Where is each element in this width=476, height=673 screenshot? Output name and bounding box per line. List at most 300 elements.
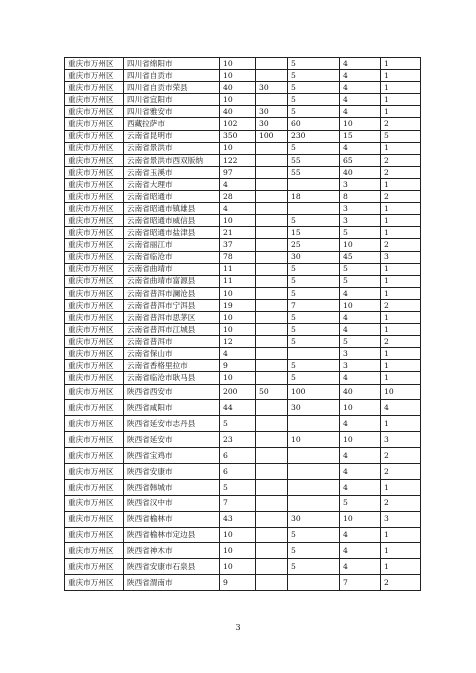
value-cell-1: 9 [220, 360, 256, 372]
origin-cell: 重庆市万州区 [65, 311, 124, 323]
table-row [65, 348, 421, 360]
value-cell-4: 10 [340, 239, 381, 251]
value-cell-3 [288, 495, 340, 511]
table-row [65, 178, 421, 190]
value-cell-1: 5 [220, 479, 256, 495]
value-cell-2 [256, 94, 288, 106]
value-cell-3: 5 [288, 336, 340, 348]
value-cell-5: 1 [381, 203, 421, 215]
value-cell-4: 15 [340, 130, 381, 142]
table-row [65, 416, 421, 432]
value-cell-2 [256, 448, 288, 464]
origin-cell: 重庆市万州区 [65, 154, 124, 166]
value-cell-3 [288, 575, 340, 591]
value-cell-2 [256, 227, 288, 239]
table-row [65, 203, 421, 215]
table-row [65, 527, 421, 543]
value-cell-5: 3 [381, 432, 421, 448]
value-cell-2 [256, 360, 288, 372]
value-cell-4: 4 [340, 287, 381, 299]
value-cell-3: 5 [288, 58, 340, 70]
table-row [65, 559, 421, 575]
value-cell-4: 45 [340, 251, 381, 263]
table-row [65, 287, 421, 299]
table-row [65, 543, 421, 559]
value-cell-1: 21 [220, 227, 256, 239]
value-cell-4: 4 [340, 559, 381, 575]
value-cell-1: 40 [220, 82, 256, 94]
table-row [65, 495, 421, 511]
value-cell-5: 1 [381, 215, 421, 227]
value-cell-1: 4 [220, 348, 256, 360]
value-cell-1: 10 [220, 215, 256, 227]
table-row [65, 463, 421, 479]
destination-cell: 陕西省渭南市 [124, 575, 220, 591]
value-cell-4: 3 [340, 348, 381, 360]
value-cell-4: 40 [340, 384, 381, 400]
table-row [65, 372, 421, 384]
value-cell-3: 55 [288, 166, 340, 178]
destination-cell: 云南省普洱市 [124, 336, 220, 348]
value-cell-1: 40 [220, 106, 256, 118]
table-row [65, 479, 421, 495]
origin-cell: 重庆市万州区 [65, 227, 124, 239]
value-cell-5: 2 [381, 239, 421, 251]
destination-cell: 四川省雅安市 [124, 106, 220, 118]
origin-cell: 重庆市万州区 [65, 215, 124, 227]
origin-cell: 重庆市万州区 [65, 511, 124, 527]
destination-cell: 云南省保山市 [124, 348, 220, 360]
value-cell-4: 4 [340, 324, 381, 336]
value-cell-5: 1 [381, 311, 421, 323]
value-cell-5: 1 [381, 94, 421, 106]
value-cell-4: 3 [340, 215, 381, 227]
destination-cell: 云南省临沧市 [124, 251, 220, 263]
destination-cell: 陕西省榆林市 [124, 511, 220, 527]
value-cell-3: 18 [288, 191, 340, 203]
origin-cell: 重庆市万州区 [65, 275, 124, 287]
value-cell-5: 1 [381, 82, 421, 94]
value-cell-1: 10 [220, 372, 256, 384]
value-cell-1: 122 [220, 154, 256, 166]
value-cell-5: 1 [381, 479, 421, 495]
value-cell-2: 30 [256, 106, 288, 118]
value-cell-2 [256, 527, 288, 543]
value-cell-2 [256, 336, 288, 348]
value-cell-3: 5 [288, 142, 340, 154]
value-cell-2 [256, 203, 288, 215]
origin-cell: 重庆市万州区 [65, 372, 124, 384]
table-row [65, 227, 421, 239]
value-cell-1: 10 [220, 527, 256, 543]
data-table [64, 57, 421, 591]
value-cell-3: 5 [288, 324, 340, 336]
value-cell-1: 4 [220, 178, 256, 190]
destination-cell: 云南省昭通市 [124, 191, 220, 203]
origin-cell: 重庆市万州区 [65, 251, 124, 263]
value-cell-3: 5 [288, 106, 340, 118]
value-cell-4: 5 [340, 495, 381, 511]
value-cell-4: 10 [340, 432, 381, 448]
value-cell-2 [256, 275, 288, 287]
origin-cell: 重庆市万州区 [65, 559, 124, 575]
destination-cell: 云南省景洪市西双版纳 [124, 154, 220, 166]
value-cell-4: 5 [340, 263, 381, 275]
origin-cell: 重庆市万州区 [65, 118, 124, 130]
table-row [65, 154, 421, 166]
origin-cell: 重庆市万州区 [65, 130, 124, 142]
value-cell-2 [256, 142, 288, 154]
value-cell-3: 100 [288, 384, 340, 400]
value-cell-1: 10 [220, 324, 256, 336]
value-cell-2 [256, 263, 288, 275]
destination-cell: 四川省宜阳市 [124, 94, 220, 106]
value-cell-5: 1 [381, 348, 421, 360]
origin-cell: 重庆市万州区 [65, 448, 124, 464]
value-cell-1: 11 [220, 275, 256, 287]
origin-cell: 重庆市万州区 [65, 543, 124, 559]
value-cell-4: 4 [340, 543, 381, 559]
value-cell-3 [288, 448, 340, 464]
value-cell-1: 4 [220, 203, 256, 215]
destination-cell: 陕西省安康市石泉县 [124, 559, 220, 575]
value-cell-5: 3 [381, 251, 421, 263]
value-cell-4: 4 [340, 94, 381, 106]
table-row [65, 142, 421, 154]
value-cell-5: 1 [381, 275, 421, 287]
value-cell-5: 2 [381, 154, 421, 166]
value-cell-4: 4 [340, 372, 381, 384]
table-row [65, 324, 421, 336]
value-cell-3: 10 [288, 432, 340, 448]
value-cell-4: 8 [340, 191, 381, 203]
value-cell-3 [288, 463, 340, 479]
value-cell-1: 23 [220, 432, 256, 448]
value-cell-1: 10 [220, 543, 256, 559]
destination-cell: 四川省绵阳市 [124, 58, 220, 70]
table-body [65, 58, 421, 591]
value-cell-3: 30 [288, 400, 340, 416]
value-cell-4: 10 [340, 400, 381, 416]
origin-cell: 重庆市万州区 [65, 400, 124, 416]
origin-cell: 重庆市万州区 [65, 191, 124, 203]
value-cell-2 [256, 311, 288, 323]
table-row [65, 130, 421, 142]
destination-cell: 云南省昭通市威信县 [124, 215, 220, 227]
table-row [65, 511, 421, 527]
value-cell-4: 4 [340, 70, 381, 82]
value-cell-5: 1 [381, 543, 421, 559]
value-cell-4: 4 [340, 106, 381, 118]
value-cell-2 [256, 324, 288, 336]
table-row [65, 432, 421, 448]
value-cell-5: 2 [381, 336, 421, 348]
value-cell-1: 10 [220, 559, 256, 575]
value-cell-3 [288, 348, 340, 360]
value-cell-2 [256, 299, 288, 311]
value-cell-3: 5 [288, 559, 340, 575]
origin-cell: 重庆市万州区 [65, 239, 124, 251]
value-cell-2 [256, 239, 288, 251]
destination-cell: 四川省自贡市荣县 [124, 82, 220, 94]
value-cell-1: 10 [220, 311, 256, 323]
value-cell-2 [256, 215, 288, 227]
destination-cell: 云南省曲靖市 [124, 263, 220, 275]
value-cell-2 [256, 348, 288, 360]
origin-cell: 重庆市万州区 [65, 495, 124, 511]
value-cell-2 [256, 559, 288, 575]
value-cell-5: 4 [381, 400, 421, 416]
value-cell-4: 4 [340, 527, 381, 543]
value-cell-5: 10 [381, 384, 421, 400]
value-cell-4: 4 [340, 448, 381, 464]
value-cell-2: 50 [256, 384, 288, 400]
value-cell-3: 5 [288, 94, 340, 106]
origin-cell: 重庆市万州区 [65, 432, 124, 448]
value-cell-2 [256, 191, 288, 203]
value-cell-4: 3 [340, 203, 381, 215]
value-cell-3 [288, 178, 340, 190]
destination-cell: 陕西省宝鸡市 [124, 448, 220, 464]
value-cell-5: 3 [381, 511, 421, 527]
value-cell-4: 4 [340, 311, 381, 323]
value-cell-3: 230 [288, 130, 340, 142]
destination-cell: 云南省昆明市 [124, 130, 220, 142]
origin-cell: 重庆市万州区 [65, 263, 124, 275]
value-cell-3: 5 [288, 311, 340, 323]
value-cell-5: 2 [381, 191, 421, 203]
table-row [65, 263, 421, 275]
value-cell-4: 10 [340, 299, 381, 311]
table-row [65, 384, 421, 400]
destination-cell: 陕西省西安市 [124, 384, 220, 400]
value-cell-1: 43 [220, 511, 256, 527]
value-cell-1: 97 [220, 166, 256, 178]
value-cell-1: 12 [220, 336, 256, 348]
value-cell-1: 11 [220, 263, 256, 275]
value-cell-2 [256, 543, 288, 559]
origin-cell: 重庆市万州区 [65, 575, 124, 591]
origin-cell: 重庆市万州区 [65, 384, 124, 400]
value-cell-4: 3 [340, 360, 381, 372]
value-cell-1: 6 [220, 463, 256, 479]
value-cell-1: 5 [220, 416, 256, 432]
value-cell-3: 5 [288, 527, 340, 543]
origin-cell: 重庆市万州区 [65, 287, 124, 299]
value-cell-3: 30 [288, 511, 340, 527]
value-cell-5: 1 [381, 324, 421, 336]
table-row [65, 82, 421, 94]
origin-cell: 重庆市万州区 [65, 178, 124, 190]
value-cell-5: 2 [381, 463, 421, 479]
value-cell-4: 7 [340, 575, 381, 591]
value-cell-5: 1 [381, 372, 421, 384]
destination-cell: 云南省玉溪市 [124, 166, 220, 178]
value-cell-1: 350 [220, 130, 256, 142]
value-cell-1: 10 [220, 142, 256, 154]
origin-cell: 重庆市万州区 [65, 94, 124, 106]
value-cell-1: 28 [220, 191, 256, 203]
table-row [65, 58, 421, 70]
value-cell-4: 4 [340, 58, 381, 70]
value-cell-5: 1 [381, 287, 421, 299]
table-row [65, 299, 421, 311]
table-row [65, 106, 421, 118]
value-cell-2: 100 [256, 130, 288, 142]
value-cell-2 [256, 511, 288, 527]
origin-cell: 重庆市万州区 [65, 203, 124, 215]
table-row [65, 336, 421, 348]
table-row [65, 94, 421, 106]
destination-cell: 陕西省咸阳市 [124, 400, 220, 416]
value-cell-2 [256, 178, 288, 190]
value-cell-4: 40 [340, 166, 381, 178]
page-number: 3 [235, 623, 241, 632]
value-cell-2 [256, 479, 288, 495]
value-cell-3: 5 [288, 372, 340, 384]
table-row [65, 191, 421, 203]
destination-cell: 西藏拉萨市 [124, 118, 220, 130]
value-cell-1: 10 [220, 58, 256, 70]
table-row [65, 166, 421, 178]
value-cell-5: 2 [381, 166, 421, 178]
value-cell-4: 5 [340, 336, 381, 348]
table-row [65, 360, 421, 372]
value-cell-1: 10 [220, 94, 256, 106]
value-cell-3: 5 [288, 543, 340, 559]
destination-cell: 云南省丽江市 [124, 239, 220, 251]
value-cell-5: 2 [381, 575, 421, 591]
origin-cell: 重庆市万州区 [65, 416, 124, 432]
origin-cell: 重庆市万州区 [65, 463, 124, 479]
destination-cell: 云南省香格里拉市 [124, 360, 220, 372]
table-row [65, 275, 421, 287]
value-cell-2 [256, 251, 288, 263]
value-cell-1: 9 [220, 575, 256, 591]
value-cell-4: 10 [340, 511, 381, 527]
value-cell-1: 200 [220, 384, 256, 400]
value-cell-4: 4 [340, 463, 381, 479]
table-row [65, 239, 421, 251]
origin-cell: 重庆市万州区 [65, 479, 124, 495]
destination-cell: 云南省大理市 [124, 178, 220, 190]
value-cell-2 [256, 372, 288, 384]
destination-cell: 四川省自贡市 [124, 70, 220, 82]
value-cell-3: 5 [288, 360, 340, 372]
value-cell-4: 4 [340, 416, 381, 432]
table-row [65, 575, 421, 591]
table-row [65, 448, 421, 464]
origin-cell: 重庆市万州区 [65, 324, 124, 336]
origin-cell: 重庆市万州区 [65, 106, 124, 118]
value-cell-2 [256, 58, 288, 70]
value-cell-3: 5 [288, 82, 340, 94]
destination-cell: 云南省昭通市镇雄县 [124, 203, 220, 215]
destination-cell: 云南省普洱市思茅区 [124, 311, 220, 323]
value-cell-1: 6 [220, 448, 256, 464]
destination-cell: 云南省普洱市宁洱县 [124, 299, 220, 311]
value-cell-5: 2 [381, 118, 421, 130]
value-cell-3: 25 [288, 239, 340, 251]
value-cell-2: 30 [256, 118, 288, 130]
value-cell-2: 30 [256, 82, 288, 94]
value-cell-3 [288, 203, 340, 215]
table-row [65, 118, 421, 130]
value-cell-5: 1 [381, 106, 421, 118]
origin-cell: 重庆市万州区 [65, 527, 124, 543]
destination-cell: 云南省临沧市耿马县 [124, 372, 220, 384]
destination-cell: 云南省曲靖市富源县 [124, 275, 220, 287]
value-cell-5: 1 [381, 178, 421, 190]
origin-cell: 重庆市万州区 [65, 336, 124, 348]
value-cell-5: 2 [381, 299, 421, 311]
destination-cell: 云南省普洱市澜沧县 [124, 287, 220, 299]
value-cell-2 [256, 416, 288, 432]
value-cell-4: 4 [340, 142, 381, 154]
value-cell-4: 65 [340, 154, 381, 166]
value-cell-1: 10 [220, 70, 256, 82]
value-cell-3 [288, 416, 340, 432]
value-cell-4: 5 [340, 227, 381, 239]
value-cell-3: 30 [288, 251, 340, 263]
destination-cell: 陕西省韩城市 [124, 479, 220, 495]
value-cell-5: 1 [381, 58, 421, 70]
value-cell-2 [256, 575, 288, 591]
value-cell-2 [256, 287, 288, 299]
table-row [65, 311, 421, 323]
value-cell-1: 44 [220, 400, 256, 416]
value-cell-1: 102 [220, 118, 256, 130]
destination-cell: 云南省普洱市江城县 [124, 324, 220, 336]
value-cell-2 [256, 432, 288, 448]
destination-cell: 陕西省神木市 [124, 543, 220, 559]
value-cell-3: 15 [288, 227, 340, 239]
origin-cell: 重庆市万州区 [65, 299, 124, 311]
value-cell-3: 5 [288, 287, 340, 299]
value-cell-3: 5 [288, 275, 340, 287]
value-cell-1: 78 [220, 251, 256, 263]
destination-cell: 陕西省汉中市 [124, 495, 220, 511]
value-cell-5: 1 [381, 416, 421, 432]
value-cell-4: 5 [340, 275, 381, 287]
value-cell-5: 1 [381, 142, 421, 154]
table-row [65, 400, 421, 416]
destination-cell: 陕西省安康市 [124, 463, 220, 479]
destination-cell: 云南省景洪市 [124, 142, 220, 154]
value-cell-5: 1 [381, 559, 421, 575]
value-cell-1: 19 [220, 299, 256, 311]
value-cell-3: 5 [288, 70, 340, 82]
value-cell-4: 4 [340, 479, 381, 495]
value-cell-5: 2 [381, 495, 421, 511]
value-cell-5: 2 [381, 448, 421, 464]
value-cell-5: 1 [381, 227, 421, 239]
table-row [65, 251, 421, 263]
value-cell-5: 1 [381, 70, 421, 82]
value-cell-3: 55 [288, 154, 340, 166]
destination-cell: 陕西省延安市 [124, 432, 220, 448]
value-cell-3: 5 [288, 263, 340, 275]
value-cell-2 [256, 154, 288, 166]
value-cell-5: 1 [381, 360, 421, 372]
origin-cell: 重庆市万州区 [65, 70, 124, 82]
destination-cell: 陕西省榆林市定边县 [124, 527, 220, 543]
value-cell-2 [256, 495, 288, 511]
origin-cell: 重庆市万州区 [65, 82, 124, 94]
destination-cell: 云南省昭通市盐津县 [124, 227, 220, 239]
origin-cell: 重庆市万州区 [65, 348, 124, 360]
value-cell-3: 7 [288, 299, 340, 311]
